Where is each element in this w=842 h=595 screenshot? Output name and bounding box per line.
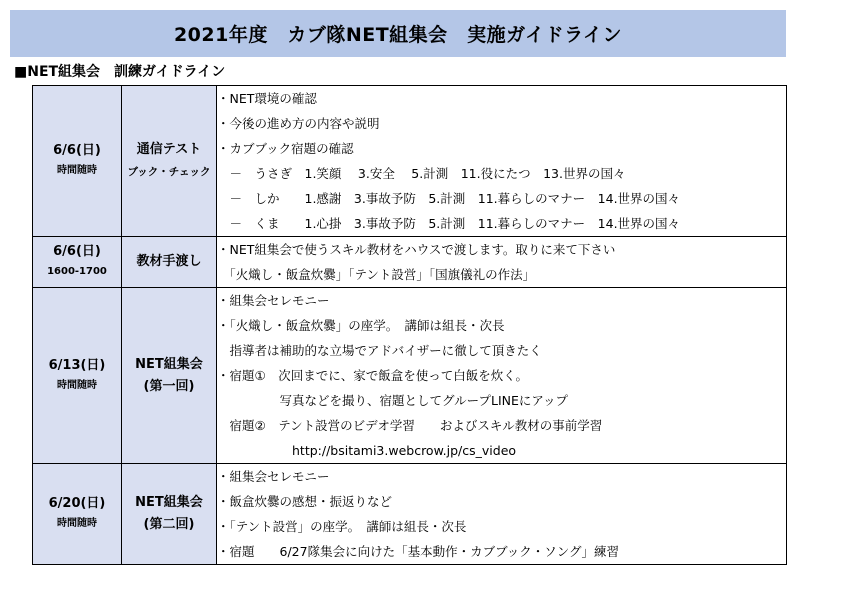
detail-line: － うさぎ 1.笑顔 3.安全 5.計測 11.役にたつ 13.世界の国々: [217, 166, 626, 181]
table-row: [33, 86, 787, 237]
activity-type: 教材手渡し: [136, 254, 202, 269]
detail-line: ・組集会セレモニー: [217, 469, 330, 484]
time-label: 時間随時: [57, 518, 97, 529]
activity-subtype: (第一回): [143, 378, 195, 394]
table-row: [33, 237, 787, 288]
activity-type: NET組集会: [135, 495, 203, 510]
date-cell: [33, 86, 122, 237]
activity-type-cell: [122, 237, 217, 288]
detail-cell: [217, 86, 787, 237]
activity-type: 通信テスト: [136, 142, 202, 157]
detail-line: － しか 1.感謝 3.事故予防 5.計測 11.暮らしのマナー 14.世界の国々: [217, 191, 681, 206]
section-heading: ■NET組集会 訓練ガイドライン: [14, 64, 226, 80]
activity-subtype: (第二回): [143, 517, 195, 532]
detail-cell: [217, 464, 787, 565]
detail-line: ・組集会セレモニー: [217, 293, 330, 308]
detail-line: ・NET環境の確認: [217, 91, 317, 106]
date-cell: [33, 237, 122, 288]
detail-cell: [217, 288, 787, 464]
table-row: [33, 288, 787, 464]
detail-line: 「火熾し・飯盒炊爨」「テント設営」「国旗儀礼の作法」: [217, 267, 536, 282]
detail-line: 写真などを撮り、宿題としてグループLINEにアップ: [217, 393, 569, 408]
date-label: 6/20(日): [48, 496, 106, 511]
time-label: 時間随時: [57, 379, 97, 391]
activity-type-cell: [122, 86, 217, 237]
page-title: 2021年度 カブ隊NET組集会 実施ガイドライン: [10, 10, 786, 57]
detail-line: ・カブブック宿題の確認: [217, 141, 354, 156]
detail-line: ・今後の進め方の内容や説明: [217, 116, 380, 131]
detail-line: ・NET組集会で使うスキル教材をハウスで渡します。取りに来て下さい: [217, 242, 616, 257]
time-label: 1600-1700: [47, 266, 107, 277]
activity-type-cell: [122, 288, 217, 464]
detail-line: ・飯盒炊爨の感想・振返りなど: [217, 494, 393, 509]
date-label: 6/6(日): [53, 244, 101, 259]
guideline-table: [32, 85, 787, 565]
detail-line: － くま 1.心掛 3.事故予防 5.計測 11.暮らしのマナー 14.世界の国々: [217, 216, 681, 231]
table-row: [33, 464, 787, 565]
time-label: 時間随時: [57, 165, 97, 176]
detail-line: 指導者は補助的な立場でアドバイザーに徹して頂きたく: [217, 343, 542, 358]
detail-line: ・宿題① 次回までに、家で飯盒を使って白飯を炊く。: [217, 368, 528, 383]
date-cell: [33, 464, 122, 565]
activity-type: NET組集会: [135, 356, 203, 372]
detail-line: ・「火熾し・飯盒炊爨」の座学。 講師は組長・次長: [217, 318, 505, 333]
detail-line: ・「テント設営」の座学。 講師は組長・次長: [217, 519, 467, 534]
date-label: 6/6(日): [53, 143, 101, 158]
activity-type-cell: [122, 464, 217, 565]
video-link[interactable]: http://bsitami3.webcrow.jp/cs_video: [217, 443, 517, 458]
activity-subtype: ブック・チェック: [127, 166, 211, 178]
detail-line: ・宿題 6/27隊集会に向けた「基本動作・カブブック・ソング」練習: [217, 544, 619, 559]
detail-cell: [217, 237, 787, 288]
detail-line: 宿題② テント設営のビデオ学習 およびスキル教材の事前学習: [217, 418, 603, 433]
date-cell: [33, 288, 122, 464]
date-label: 6/13(日): [48, 357, 106, 373]
